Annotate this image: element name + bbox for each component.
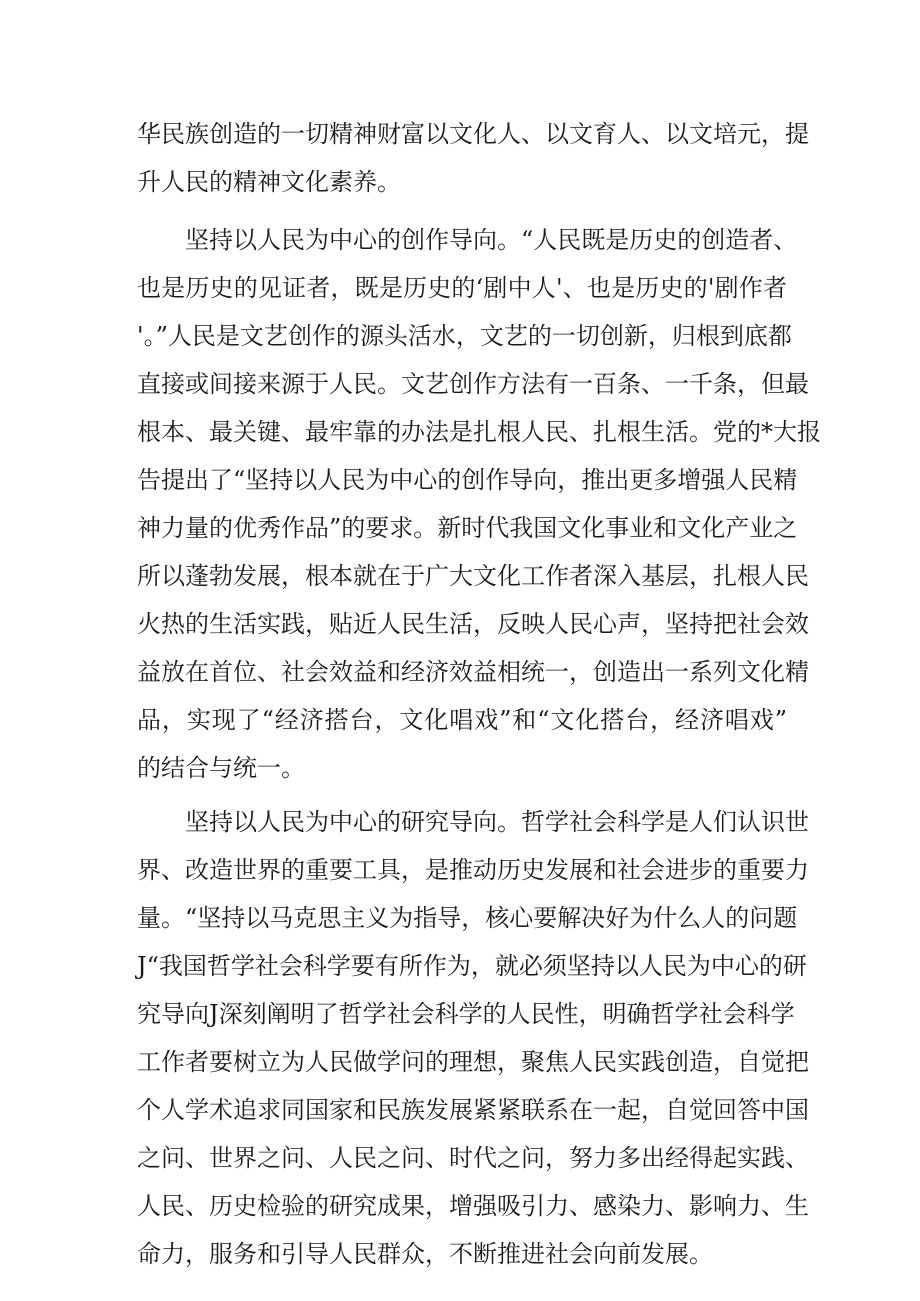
paragraph-first-line: 坚持以人民为中心的创作导向。“人民既是历史的创造者、 bbox=[185, 226, 798, 254]
text-line: '。”人民是文艺创作的源头活水，文艺的一切创新，归根到底都 bbox=[137, 322, 792, 350]
text-line: 火热的生活实践，贴近人民生活，反映人民心声，坚持把社会效 bbox=[137, 610, 809, 638]
text-line: 所以蓬勃发展，根本就在于广大文化工作者深入基层，扎根人民 bbox=[137, 562, 809, 590]
text-line: 个人学术追求同国家和民族发展紧紧联系在一起，自觉回答中国 bbox=[137, 1096, 809, 1124]
text-line: J“我国哲学社会科学要有所作为，就必须坚持以人民为中心的研 bbox=[137, 952, 807, 980]
text-line: 根本、最关键、最牢靠的办法是扎根人民、扎根生活。党的*大报 bbox=[137, 418, 821, 446]
text-line: 直接或间接来源于人民。文艺创作方法有一百条、一千条，但最 bbox=[137, 370, 809, 398]
text-line: 华民族创造的一切精神财富以文化人、以文育人、以文培元，提 bbox=[137, 120, 809, 148]
text-line: 升人民的精神文化素养。 bbox=[137, 168, 401, 196]
text-line: 工作者要树立为人民做学问的理想，聚焦人民实践创造，自觉把 bbox=[137, 1048, 809, 1076]
text-line: 告提出了“坚持以人民为中心的创作导向，推出更多增强人民精 bbox=[137, 466, 798, 494]
text-line: 也是历史的见证者，既是历史的‘剧中人'、也是历史的'剧作者 bbox=[137, 274, 787, 302]
text-line: 量。“坚持以马克思主义为指导，核心要解决好为什么人的问题 bbox=[137, 904, 798, 932]
text-line: 品，实现了“经济搭台，文化唱戏”和“文化搭台，经济唱戏” bbox=[137, 706, 787, 734]
paragraph-first-line: 坚持以人民为中心的研究导向。哲学社会科学是人们认识世 bbox=[185, 808, 809, 836]
text-line: 益放在首位、社会效益和经济效益相统一，创造出一系列文化精 bbox=[137, 658, 809, 686]
text-line: 命力，服务和引导人民群众，不断推进社会向前发展。 bbox=[137, 1240, 713, 1268]
text-line: 的结合与统一。 bbox=[137, 754, 305, 782]
text-line: 之问、世界之问、人民之问、时代之问，努力多出经得起实践、 bbox=[137, 1144, 809, 1172]
text-line: 神力量的优秀作品”的要求。新时代我国文化事业和文化产业之 bbox=[137, 514, 798, 542]
text-line: 究导向J深刻阐明了哲学社会科学的人民性，明确哲学社会科学 bbox=[137, 1000, 795, 1028]
text-line: 界、改造世界的重要工具，是推动历史发展和社会进步的重要力 bbox=[137, 856, 809, 884]
text-line: 人民、历史检验的研究成果，增强吸引力、感染力、影响力、生 bbox=[137, 1192, 809, 1220]
